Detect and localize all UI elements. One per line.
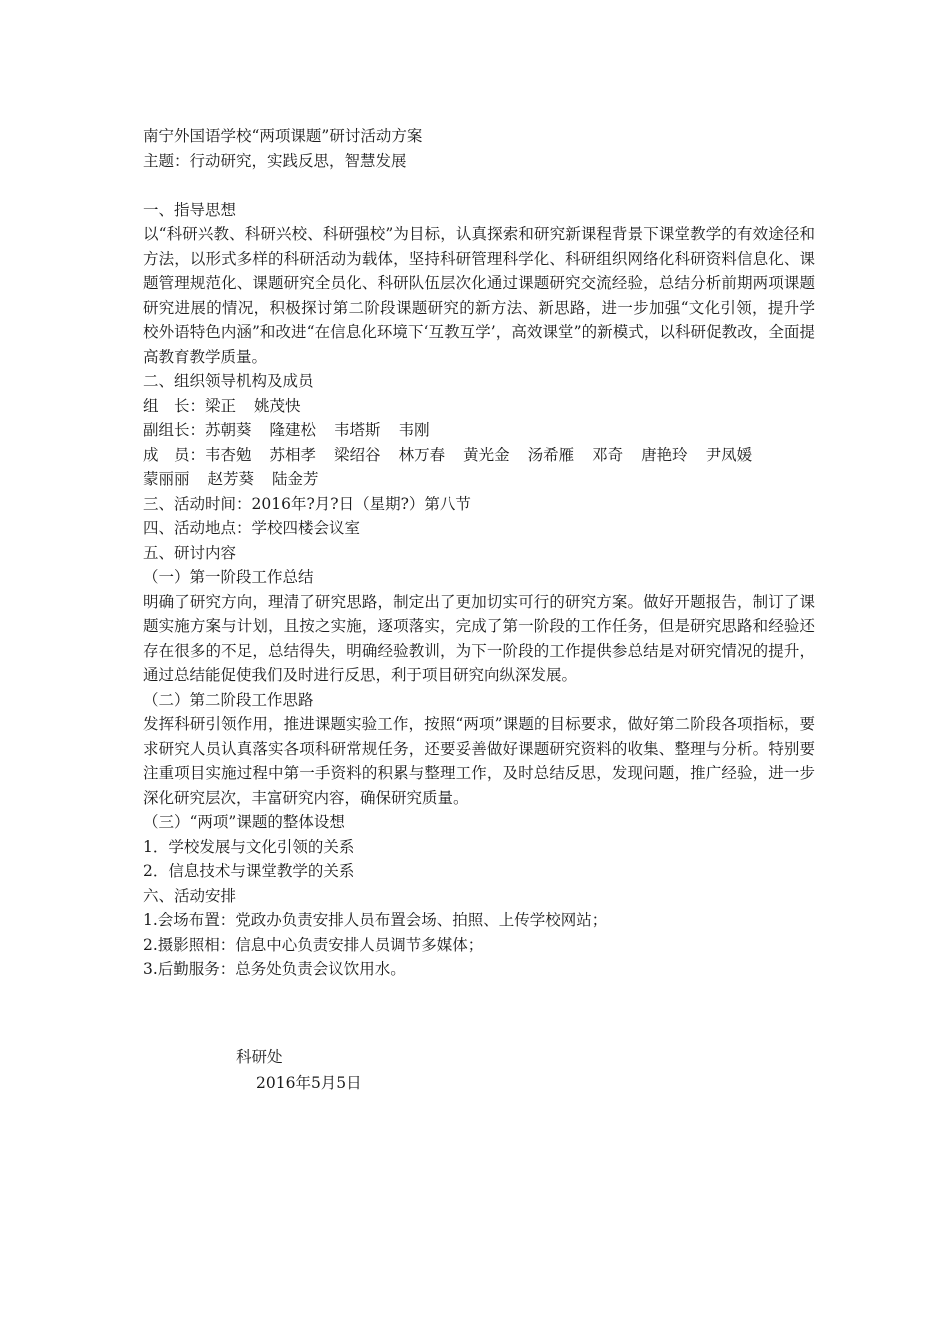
section-6-item: 3.后勤服务：总务处负责会议饮用水。 <box>143 960 406 978</box>
member-name: 蒙丽丽 <box>143 470 190 488</box>
deputy-name: 苏朝葵 <box>205 421 252 439</box>
section-5-1-body: 明确了研究方向，理清了研究思路，制定出了更加切实可行的研究方案。做好开题报告，制订了课题实施方案与计划，且按之实施，逐项落实，完成了第一阶段的工作任务，但是研究思路和经验还存在很多的不足，总结得失，明确经验教训，为下一阶段的工作提供参总结是对研究情况的提升，通过总结能促使我们及时进行反思，利于项目研究向纵深发展。 <box>143 592 815 684</box>
doc-theme: 主题：行动研究，实践反思，智慧发展 <box>143 151 407 170</box>
section-6-item: 2.摄影照相：信息中心负责安排人员调节多媒体； <box>143 935 484 954</box>
section-5-2-body: 发挥科研引领作用，推进课题实验工作，按照“两项”课题的目标要求，做好第二阶段各项指标，要求研究人员认真落实各项科研常规任务，还要妥善做好课题研究资料的收集、整理与分析。特别要注重项目实施过程中第一手资料的积累与整理工作，及时总结反思，发现问题，推广经验，进一步深化研究层次，丰富研究内容，确保研究质量。 <box>143 715 815 807</box>
member-row <box>143 443 815 468</box>
member-name: 梁绍谷 <box>334 445 381 464</box>
member-name: 邓奇 <box>592 445 624 464</box>
member-name: 林万春 <box>398 445 446 464</box>
section-5-1-heading: （一）第一阶段工作总结 <box>143 568 314 586</box>
signature-date: 2016年5月5日 <box>256 1074 362 1092</box>
member-name: 黄光金 <box>463 445 510 464</box>
leader-name: 梁正 <box>205 396 237 415</box>
signature-department: 科研处 <box>236 1048 283 1066</box>
doc-title: 南宁外国语学校“两项课题”研讨活动方案 <box>143 127 423 145</box>
member-name: 苏相孝 <box>269 445 317 464</box>
section-4: 四、活动地点：学校四楼会议室 <box>143 519 361 537</box>
section-1-body: 以“科研兴教、科研兴校、科研强校”为目标，认真探索和研究新课程背景下课堂教学的有效途径和方法，以形式多样的科研活动为载体，坚持科研管理科学化、科研组织网络化科研资料信息化、课题管理规范化、课题研究全员化、科研队伍层次化通过课题研究交流经验，总结分析前期两项课题研究进展的情况，积极探讨第二阶段课题研究的新方法、新思路，进一步加强“文化引领，提升学校外语特色内涵”和改进“在信息化环境下‘互教互学’，高效课堂”的新模式，以科研促教改，全面提高教育教学质量。 <box>143 225 815 366</box>
section-5-3-heading: （三）“两项”课题的整体设想 <box>143 813 345 831</box>
leader-label: 组 长： <box>143 396 206 415</box>
section-5-3-item: 1．学校发展与文化引领的关系 <box>143 837 355 856</box>
member-name: 尹凤媛 <box>705 445 753 464</box>
leader-name: 姚茂快 <box>254 396 301 415</box>
blank-line <box>143 173 815 198</box>
member-name: 赵芳葵 <box>207 470 255 488</box>
section-1-heading: 一、指导思想 <box>143 200 237 219</box>
member-name: 韦杏勉 <box>205 445 252 464</box>
deputy-label: 副组长： <box>143 421 206 439</box>
section-5-heading: 五、研讨内容 <box>143 543 237 562</box>
section-6-item: 1.会场布置：党政办负责安排人员布置会场、拍照、上传学校网站； <box>143 911 608 929</box>
section-3: 三、活动时间：2016年?月?日（星期?）第八节 <box>143 494 471 513</box>
section-6-heading: 六、活动安排 <box>143 886 237 905</box>
member-name: 唐艳玲 <box>641 445 688 464</box>
member-name: 汤希雁 <box>527 445 575 464</box>
deputy-name: 韦塔斯 <box>334 421 381 439</box>
section-2-heading: 二、组织领导机构及成员 <box>143 372 314 390</box>
section-5-2-heading: （二）第二阶段工作思路 <box>143 690 314 709</box>
member-name: 陆金芳 <box>272 470 319 488</box>
document-body <box>143 124 815 982</box>
leader-row <box>143 394 815 419</box>
member-row-continued <box>143 467 815 492</box>
member-label: 成 员： <box>143 445 206 464</box>
deputy-name: 韦刚 <box>398 421 430 439</box>
section-5-3-item: 2．信息技术与课堂教学的关系 <box>143 862 355 880</box>
deputy-row <box>143 418 815 443</box>
deputy-name: 隆建松 <box>269 421 317 439</box>
